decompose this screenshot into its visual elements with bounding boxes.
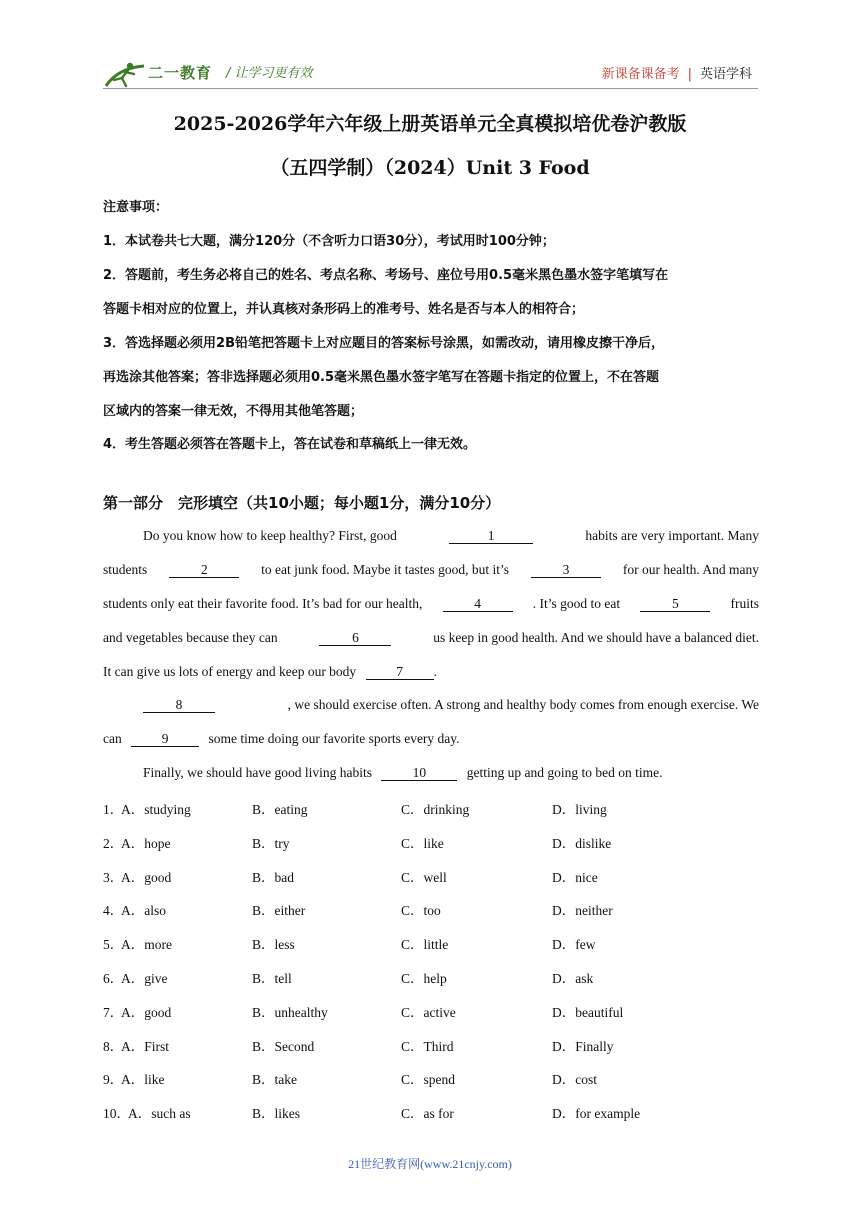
passage-text: , we should exercise often. A strong and healthy body comes from enough exercise. We [287,697,759,712]
header-tag-primary: 新课备课备考 [601,67,680,82]
option-a[interactable]: A．more [121,937,172,952]
page-title-line2: （五四学制）（2024）Unit 3 Food [270,157,590,179]
question-number: 7． [103,1005,124,1020]
note-line: 再选涂其他答案；答非选择题必须用0.5毫米黑色墨水签字笔写在答题卡指定的位置上，不在答题 [103,370,660,385]
logo-text: 二一教育 [148,64,213,82]
note-line: 4．考生答题必须答在答题卡上，答在试卷和草稿纸上一律无效。 [103,437,477,452]
option-d[interactable]: D．nice [552,870,598,885]
passage-line [103,731,759,747]
question-number: 5． [103,937,124,952]
question-number: 2． [103,836,124,851]
section-title: 第一部分 完形填空（共10小题；每小题1分，满分10分） [103,494,501,512]
note-line: 答题卡相对应的位置上，并认真核对条形码上的准考号、姓名是否与本人的相符合； [103,302,585,317]
passage-text: fruits [730,596,759,611]
option-d[interactable]: D．cost [552,1072,597,1087]
passage-text: . [433,664,437,679]
option-a[interactable]: A．good [121,1005,172,1020]
blank-8: 8 [143,697,215,713]
note-line: 1．本试卷共七大题，满分120分（不含听力口语30分），考试用时100分钟； [103,234,555,249]
footer-source: 21世纪教育网(www.21cnjy.com) [348,1157,512,1171]
option-d[interactable]: D．neither [552,903,613,918]
option-b[interactable]: B．bad [252,870,294,885]
option-b[interactable]: B．less [252,937,295,952]
option-c[interactable]: C．spend [401,1072,455,1087]
blank-3: 3 [531,562,601,578]
question-number: 4． [103,903,124,918]
blank-2: 2 [169,562,239,578]
question-number: 3． [103,870,124,885]
option-a[interactable]: A．good [121,870,172,885]
option-b[interactable]: B．tell [252,971,292,986]
passage-text: to eat junk food. Maybe it tastes good, but it’s [261,562,509,577]
header-separator: | [687,67,692,82]
option-d[interactable]: D．for example [552,1106,641,1121]
option-b[interactable]: B．either [252,903,306,918]
passage-text: Finally, we should have good living habits [143,765,372,780]
option-a[interactable]: A．studying [121,802,191,817]
passage-text: It can give us lots of energy and keep our body [103,664,357,679]
question-number: 6． [103,971,124,986]
passage-line [103,630,759,646]
question-number: 9． [103,1072,124,1087]
passage-text: getting up and going to bed on time. [466,765,663,780]
question-number: 1． [103,802,124,817]
option-b[interactable]: B．Second [252,1039,315,1054]
passage-line [103,562,759,578]
option-d[interactable]: D．Finally [552,1039,614,1054]
passage-line [103,664,759,680]
passage-text: . It’s good to eat [532,596,621,611]
blank-6: 6 [319,630,391,646]
runner-logo-icon [104,60,150,90]
option-b[interactable]: B．take [252,1072,297,1087]
passage-line [103,765,759,781]
passage-line [103,596,759,612]
passage-text: habits are very important. Many [585,528,759,543]
option-c[interactable]: C．as for [401,1106,454,1121]
option-d[interactable]: D．dislike [552,836,612,851]
option-c[interactable]: C．little [401,937,449,952]
option-d[interactable]: D．beautiful [552,1005,624,1020]
option-a[interactable]: A．such as [128,1106,191,1121]
slogan: / 让学习更有效 [226,66,313,81]
option-b[interactable]: B．likes [252,1106,301,1121]
passage-text: for our health. And many [622,562,759,577]
passage-text: students [103,562,148,577]
option-c[interactable]: C．help [401,971,447,986]
option-c[interactable]: C．Third [401,1039,454,1054]
option-d[interactable]: D．ask [552,971,594,986]
header-tag-secondary: 英语学科 [699,67,752,82]
option-d[interactable]: D．living [552,802,607,817]
blank-9: 9 [131,731,199,747]
option-b[interactable]: B．eating [252,802,308,817]
option-a[interactable]: A．like [121,1072,165,1087]
blank-4: 4 [443,596,513,612]
note-line: 2．答题前，考生务必将自己的姓名、考点名称、考场号、座位号用0.5毫米黑色墨水签字笔填写在 [103,268,669,283]
passage-text: Do you know how to keep healthy? First, good [143,528,397,543]
option-c[interactable]: C．too [401,903,441,918]
option-c[interactable]: C．like [401,836,444,851]
option-c[interactable]: C．active [401,1005,456,1020]
option-b[interactable]: B．try [252,836,290,851]
blank-7: 7 [366,664,434,680]
note-line: 3．答选择题必须用2B铅笔把答题卡上对应题目的答案标号涂黑，如需改动，请用橡皮擦干净后， [103,336,665,351]
passage-line [103,697,759,713]
passage-text: students only eat their favorite food. It’s bad for our health, [103,596,423,611]
option-a[interactable]: A．also [121,903,166,918]
option-b[interactable]: B．unhealthy [252,1005,328,1020]
passage-text: us keep in good health. And we should have a balanced diet. [433,630,759,645]
passage-text: can [103,731,122,746]
option-c[interactable]: C．well [401,870,447,885]
option-d[interactable]: D．few [552,937,596,952]
passage-text [103,697,215,713]
passage-text: some time doing our favorite sports every day. [208,731,460,746]
passage-line [103,528,759,544]
blank-1: 1 [449,528,533,544]
question-number: 10． [103,1106,130,1121]
option-a[interactable]: A．hope [121,836,171,851]
header-rule [103,88,758,89]
note-line: 区域内的答案一律无效，不得用其他笔答题； [103,404,364,419]
passage-text: and vegetables because they can [103,630,278,645]
option-a[interactable]: A．give [121,971,168,986]
option-c[interactable]: C．drinking [401,802,470,817]
blank-5: 5 [640,596,710,612]
blank-10: 10 [381,765,457,781]
notes-heading: 注意事项： [103,200,169,215]
header-right [602,63,752,82]
page-title-line1: 2025-2026学年六年级上册英语单元全真模拟培优卷沪教版 [173,113,687,135]
option-a[interactable]: A．First [121,1039,170,1054]
question-number: 8． [103,1039,124,1054]
